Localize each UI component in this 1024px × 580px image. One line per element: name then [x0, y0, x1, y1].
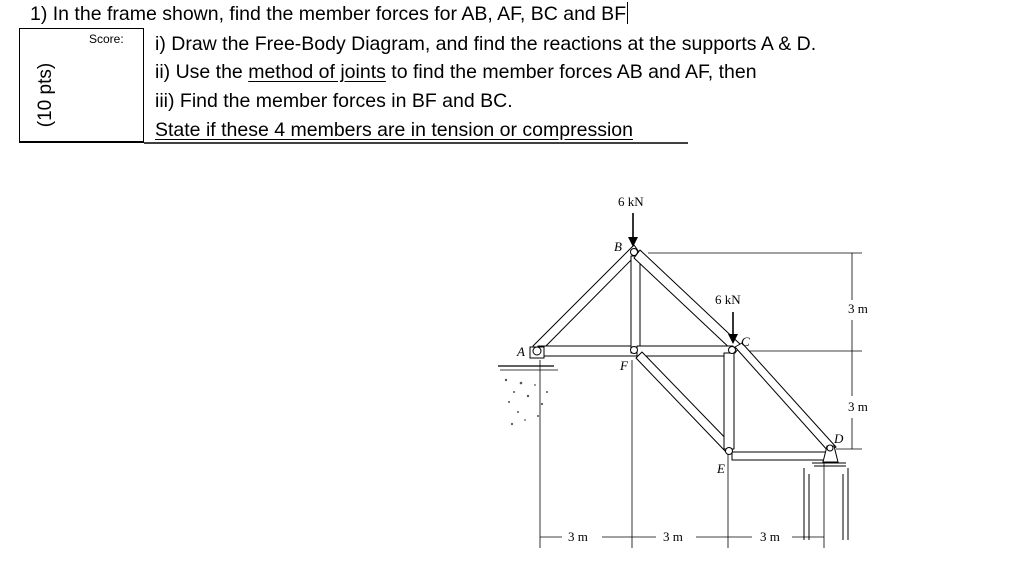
load-label-b: 6 kN — [618, 194, 644, 209]
joint-a-pin — [533, 347, 541, 355]
member-fe — [636, 352, 733, 453]
member-cd — [735, 343, 836, 452]
joint-e-pin — [726, 448, 733, 455]
step-1: i) Draw the Free-Body Diagram, and find the reactions at the supports A & D. — [155, 33, 817, 55]
member-fc — [637, 346, 733, 356]
joint-label-c: C — [741, 334, 750, 349]
member-ed — [732, 452, 832, 460]
step-3: iii) Find the member forces in BF and BC. — [155, 90, 513, 112]
dim-label-horizontal-2: 3 m — [663, 529, 683, 544]
load-label-c: 6 kN — [715, 292, 741, 307]
joint-label-e: E — [717, 461, 725, 476]
dim-label-horizontal-3: 3 m — [760, 529, 780, 544]
joint-b-pin — [631, 249, 638, 256]
dim-label-vertical-top: 3 m — [848, 301, 868, 316]
method-of-joints-text: method of joints — [248, 61, 386, 83]
joint-label-b: B — [614, 239, 622, 254]
load-arrow-b — [628, 213, 638, 247]
member-ce — [724, 353, 734, 449]
joint-label-f: F — [620, 358, 628, 373]
question-title: 1) In the frame shown, find the member forces for AB, AF, BC and BF — [30, 3, 627, 25]
dim-label-horizontal-1: 3 m — [568, 529, 588, 544]
joint-f-pin — [631, 347, 638, 354]
step-2: ii) Use the method of joints to find the member forces AB and AF, then — [155, 61, 757, 83]
member-ab — [533, 245, 639, 354]
joint-label-a: A — [517, 344, 525, 359]
member-bf — [631, 256, 640, 353]
ground-a — [498, 366, 558, 425]
points-label: (10 pts) — [35, 62, 56, 128]
joint-c-pin — [729, 347, 736, 354]
dim-label-vertical-bottom: 3 m — [848, 399, 868, 414]
member-af — [538, 346, 637, 356]
joint-label-d: D — [834, 431, 844, 446]
step-4: State if these 4 members are in tension or compression — [155, 119, 633, 141]
score-label: Score: — [89, 32, 124, 46]
